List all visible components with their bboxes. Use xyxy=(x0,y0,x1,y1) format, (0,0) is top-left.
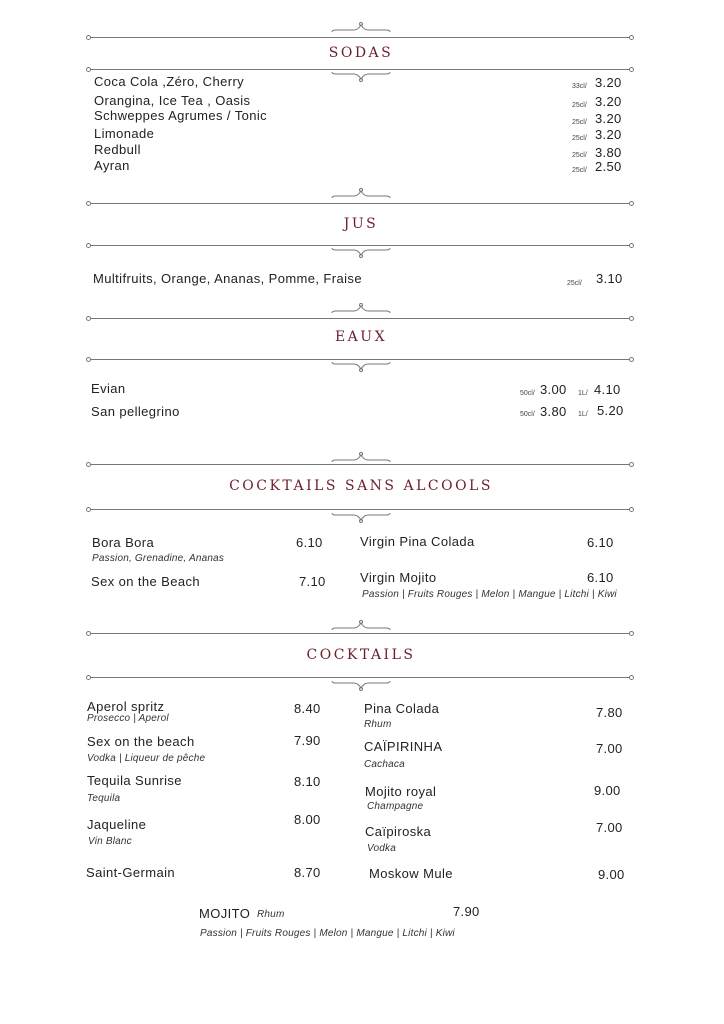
item-name: Saint-Germain xyxy=(86,865,176,880)
item-desc: Prosecco | Aperol xyxy=(87,713,169,724)
item-name: Schweppes Agrumes / Tonic xyxy=(94,108,268,123)
item-size: 25cl/ xyxy=(572,167,587,174)
item-name: Ayran xyxy=(94,158,130,173)
item-name: MOJITO xyxy=(199,906,251,921)
ornament-icon xyxy=(330,70,392,82)
item-price: 7.00 xyxy=(596,820,623,835)
item-price: 6.10 xyxy=(587,570,614,585)
section-title-sodas: SODAS xyxy=(328,45,394,61)
item-desc: Rhum xyxy=(364,719,392,730)
item-price: 9.00 xyxy=(598,867,625,882)
item-price: 3.10 xyxy=(596,271,623,286)
item-desc: Passion | Fruits Rouges | Melon | Mangue | Litchi | Kiwi xyxy=(200,928,455,939)
item-price: 7.80 xyxy=(596,705,623,720)
ornament-icon xyxy=(330,679,392,691)
divider xyxy=(90,203,630,204)
item-price: 9.00 xyxy=(594,783,621,798)
ornament-icon xyxy=(330,22,392,34)
item-name: Tequila Sunrise xyxy=(87,773,182,788)
ornament-icon xyxy=(330,188,392,200)
item-name: Orangina, Ice Tea , Oasis xyxy=(94,93,251,108)
item-size: 33cl/ xyxy=(572,83,587,90)
item-price: 8.40 xyxy=(294,701,321,716)
item-name: Moskow Mule xyxy=(369,866,453,881)
item-price: 7.10 xyxy=(299,574,326,589)
item-price: 3.20 xyxy=(595,75,622,90)
divider xyxy=(90,677,630,678)
item-price: 3.80 xyxy=(595,145,622,160)
ornament-icon xyxy=(330,511,392,523)
divider xyxy=(90,509,630,510)
item-name: Virgin Pina Colada xyxy=(360,534,475,549)
item-price: 6.10 xyxy=(296,535,323,550)
item-desc: Champagne xyxy=(367,801,424,812)
item-price: 4.10 xyxy=(594,382,621,397)
item-price: 7.90 xyxy=(294,733,321,748)
item-name: Pina Colada xyxy=(364,701,440,716)
item-name: Evian xyxy=(91,381,126,396)
item-price: 3.20 xyxy=(595,94,622,109)
item-size: 50cl/ xyxy=(520,390,535,397)
item-name: CAÏPIRINHA xyxy=(364,739,443,754)
item-name: Redbull xyxy=(94,142,141,157)
item-name: Limonade xyxy=(94,126,155,141)
item-name: Coca Cola ,Zéro, Cherry xyxy=(94,74,245,89)
section-title-eaux: EAUX xyxy=(334,329,388,345)
item-price: 7.00 xyxy=(596,741,623,756)
item-name: Sex on the beach xyxy=(87,734,195,749)
item-desc: Vin Blanc xyxy=(88,836,132,847)
item-name: Bora Bora xyxy=(92,535,155,550)
item-size: 25cl/ xyxy=(572,102,587,109)
item-price: 8.10 xyxy=(294,774,321,789)
item-size: 1L/ xyxy=(578,390,588,397)
section-title-jus: JUS xyxy=(343,216,379,232)
ornament-icon xyxy=(330,620,392,632)
section-title-sans-alcools: COCKTAILS SANS ALCOOLS xyxy=(229,478,493,494)
item-name: Mojito royal xyxy=(365,784,437,799)
item-name: Jaqueline xyxy=(87,817,147,832)
item-sub: Rhum xyxy=(257,909,285,920)
item-price: 3.20 xyxy=(595,111,622,126)
item-name: Aperol spritz xyxy=(87,699,165,714)
item-desc: Vodka xyxy=(367,843,396,854)
item-size: 25cl/ xyxy=(572,135,587,142)
item-desc: Cachaca xyxy=(364,759,405,770)
divider xyxy=(90,633,630,634)
item-desc: Vodka | Liqueur de pêche xyxy=(87,753,206,764)
item-name: Virgin Mojito xyxy=(360,570,437,585)
section-title-cocktails: COCKTAILS xyxy=(306,647,416,663)
divider xyxy=(90,37,630,38)
item-desc: Tequila xyxy=(87,793,121,804)
item-name: San pellegrino xyxy=(91,404,180,419)
item-size: 1L/ xyxy=(578,411,588,418)
item-price: 3.20 xyxy=(595,127,622,142)
item-size: 25cl/ xyxy=(572,152,587,159)
ornament-icon xyxy=(330,452,392,464)
divider xyxy=(90,464,630,465)
item-size: 50cl/ xyxy=(520,411,535,418)
item-name: Caïpiroska xyxy=(365,824,432,839)
item-price: 8.70 xyxy=(294,865,321,880)
item-price: 7.90 xyxy=(453,904,480,919)
item-desc: Passion | Fruits Rouges | Melon | Mangue | Litchi | Kiwi xyxy=(362,589,617,600)
ornament-icon xyxy=(330,246,392,258)
item-size: 25cl/ xyxy=(567,280,582,287)
item-name: Sex on the Beach xyxy=(91,574,201,589)
item-price: 3.00 xyxy=(540,382,567,397)
item-price: 8.00 xyxy=(294,812,321,827)
divider xyxy=(90,318,630,319)
item-name: Multifruits, Orange, Ananas, Pomme, Fraise xyxy=(93,271,362,286)
item-price: 5.20 xyxy=(597,403,624,418)
item-price: 6.10 xyxy=(587,535,614,550)
ornament-icon xyxy=(330,303,392,315)
item-price: 2.50 xyxy=(595,159,622,174)
item-size: 25cl/ xyxy=(572,119,587,126)
ornament-icon xyxy=(330,360,392,372)
item-price: 3.80 xyxy=(540,404,567,419)
item-desc: Passion, Grenadine, Ananas xyxy=(92,553,225,564)
